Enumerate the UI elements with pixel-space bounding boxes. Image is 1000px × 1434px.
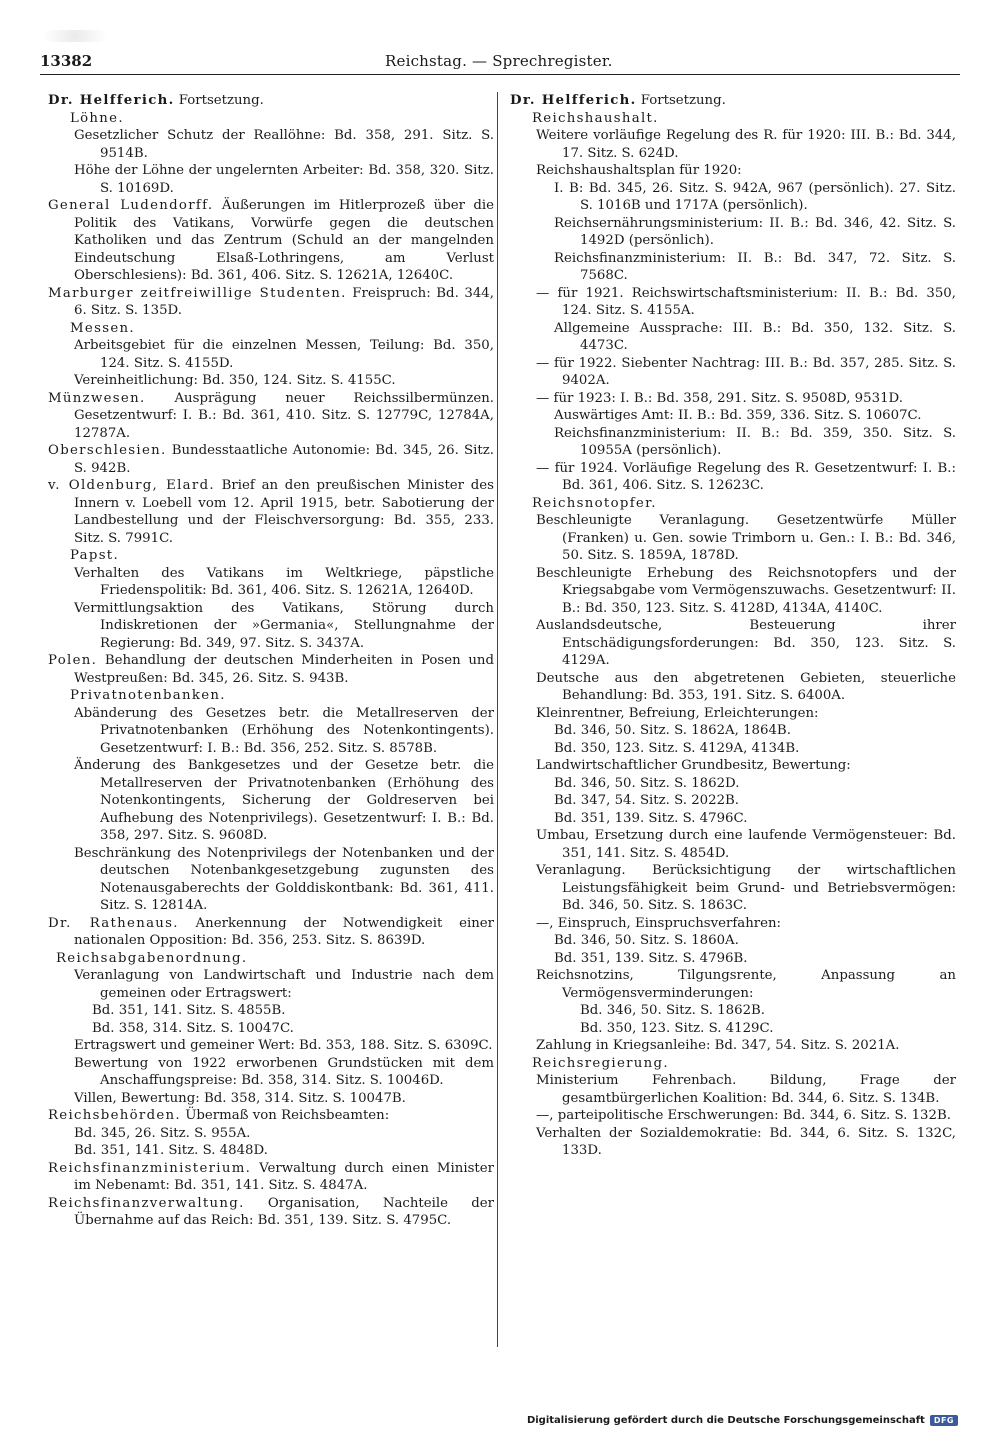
index-entry [48, 1002, 494, 1020]
index-entry [48, 337, 494, 372]
entry-text: Auswärtiges Amt: II. B.: Bd. 359, 336. Sitz. S. 10607C. [554, 408, 922, 423]
entry-keyword: Münzwesen. [48, 390, 146, 406]
index-entry [510, 932, 956, 950]
entry-text: Veranlagung. Berücksichtigung der wirtschaftlichen Leistungsfähigkeit beim Grund- und Betriebsvermögen: Bd. 346, 50. Sitz. S. 1863C. [536, 863, 956, 913]
entry-keyword: Marburger zeitfreiwillige Studenten. [48, 285, 347, 301]
entry-keyword: Privatnotenbanken. [70, 688, 226, 703]
entry-text: Äußerungen im Hitlerprozeß über die Politik des Vatikans, Vorwürfe gegen die deutschen Katholiken und das Zentrum (Schuld an der mangelnden Eindeutschung Elsaß-Lothringens, am Verlust Oberschlesiens): Bd. 361, 406. Sitz. S. 12621A, 12640C. [74, 198, 494, 283]
index-entry [510, 915, 956, 933]
index-entry [48, 547, 494, 565]
index-entry [48, 565, 494, 600]
entry-text: Bd. 351, 139. Sitz. S. 4796B. [554, 950, 748, 966]
entry-keyword: Reichshaushalt. [532, 110, 659, 126]
entry-keyword: v. Oldenburg, Elard. [48, 478, 215, 493]
entry-keyword: Reichsfinanzverwaltung. [48, 1195, 245, 1211]
dfg-logo-icon: DFG [930, 1415, 958, 1426]
index-entry [510, 722, 956, 740]
entry-text: Zahlung in Kriegsanleihe: Bd. 347, 54. Sitz. S. 2021A. [536, 1038, 900, 1053]
index-entry [510, 250, 956, 285]
entry-text: Bd. 346, 50. Sitz. S. 1862D. [554, 775, 740, 791]
index-entry [48, 600, 494, 653]
index-entry [510, 127, 956, 162]
index-entry [510, 407, 956, 425]
page-number: 13382 [40, 52, 93, 70]
entry-text: Ministerium Fehrenbach. Bildung, Frage der gesamtbürgerlichen Koalition: Bd. 344, 6. Sitz. S. 134B. [536, 1073, 956, 1106]
entry-text: Bd. 351, 139. Sitz. S. 4796C. [554, 810, 748, 826]
index-entry [510, 215, 956, 250]
index-entry [48, 950, 494, 968]
entry-text: I. B: Bd. 345, 26. Sitz. S. 942A, 967 (persönlich). 27. Sitz. S. 1016B und 1717A (persönlich). [554, 180, 956, 213]
index-entry [510, 827, 956, 862]
index-entry [48, 110, 494, 128]
entry-text: Reichsnotzins, Tilgungsrente, Anpassung an Vermögensverminderungen: [536, 968, 956, 1001]
entry-text: Ausprägung neuer Reichssilbermünzen. Gesetzentwurf: I. B.: Bd. 361, 410. Sitz. S. 12779C, 12784A, 12787A. [74, 390, 494, 441]
column-divider [497, 92, 498, 1347]
entry-text: Allgemeine Aussprache: III. B.: Bd. 350, 132. Sitz. S. 4473C. [554, 320, 956, 353]
entry-text: Vereinheitlichung: Bd. 350, 124. Sitz. S. 4155C. [74, 373, 396, 388]
entry-text: Beschränkung des Notenprivilegs der Notenbanken und der deutschen Notenbankgesetzgebung zugunsten des Notenausgaberechts der Golddiskontbank: Bd. 361, 411. Sitz. S. 12814A. [74, 845, 494, 913]
index-entry [48, 285, 494, 320]
entry-text: —, Einspruch, Einspruchsverfahren: [536, 915, 782, 931]
entry-text: Bd. 351, 141. Sitz. S. 4848D. [74, 1143, 268, 1158]
index-entry [510, 495, 956, 513]
index-entry [510, 320, 956, 355]
index-entry [510, 460, 956, 495]
index-entry [48, 127, 494, 162]
entry-text: Kleinrentner, Befreiung, Erleichterungen: [536, 705, 819, 721]
entry-text: — für 1921. Reichswirtschaftsministerium: II. B.: Bd. 350, 124. Sitz. S. 4155A. [536, 285, 956, 318]
footer-text: Digitalisierung gefördert durch die Deutsche Forschungsgemeinschaft [526, 1415, 925, 1426]
entry-text: Bewertung von 1922 erworbenen Grundstücken mit dem Anschaffungspreise: Bd. 358, 314. Sitz. S. 10046D. [74, 1055, 494, 1088]
entry-text: Bd. 351, 141. Sitz. S. 4855B. [92, 1003, 286, 1018]
index-entry [48, 1160, 494, 1195]
entry-text: — für 1923: I. B.: Bd. 358, 291. Sitz. S. 9508D, 9531D. [536, 390, 903, 406]
index-entry [48, 652, 494, 687]
entry-keyword: Messen. [70, 320, 135, 336]
entry-text: Übermaß von Reichsbeamten: [185, 1108, 390, 1123]
index-entry [48, 757, 494, 845]
index-entry [48, 687, 494, 705]
index-entry [510, 162, 956, 180]
entry-text: — für 1922. Siebenter Nachtrag: III. B.: Bd. 357, 285. Sitz. S. 9402A. [536, 355, 956, 388]
index-entry [510, 180, 956, 215]
entry-text: Bd. 350, 123. Sitz. S. 4129A, 4134B. [554, 740, 800, 756]
entry-keyword: Papst. [70, 548, 119, 563]
entry-keyword: Oberschlesien. [48, 443, 167, 458]
index-entry [510, 565, 956, 618]
index-entry [510, 1002, 956, 1020]
index-entry [48, 477, 494, 547]
entry-text: Landwirtschaftlicher Grundbesitz, Bewertung: [536, 758, 851, 773]
index-entry [510, 757, 956, 775]
entry-text: Beschleunigte Veranlagung. Gesetzentwürfe Müller (Franken) u. Gen. sowie Trimborn u. Gen.: I. B.: Bd. 346, 50. Sitz. S. 1859A, 1878D. [536, 513, 956, 563]
entry-keyword: Reichsregierung. [532, 1055, 669, 1071]
entry-keyword: Reichsabgabenordnung. [56, 950, 248, 966]
entry-text: Änderung des Bankgesetzes und der Gesetze betr. die Metallreserven der Privatnotenbanken (Erhöhung des Notenkontingents, Sicherung der Goldreserven bei Aufhebung des Notenprivilegs). Gesetzentwurf: I. B.: Bd. 358, 297. Sitz. S. 9608D. [74, 758, 494, 843]
entry-text: Arbeitsgebiet für die einzelnen Messen, Teilung: Bd. 350, 124. Sitz. S. 4155D. [74, 338, 494, 371]
entry-keyword: Reichsnotopfer. [532, 495, 657, 511]
speaker-name: Dr. Helfferich. [510, 93, 637, 108]
entry-keyword: General Ludendorff. [48, 198, 214, 213]
entry-text: Anerkennung der Notwendigkeit einer nationalen Opposition: Bd. 356, 253. Sitz. S. 8639D. [74, 915, 495, 948]
index-entry [48, 1142, 494, 1160]
entry-keyword: Löhne. [70, 110, 124, 126]
index-entry [510, 1125, 956, 1160]
entry-text: Freispruch: Bd. 344, 6. Sitz. S. 135D. [74, 285, 494, 318]
index-entry [48, 1125, 494, 1143]
entry-text: Bd. 350, 123. Sitz. S. 4129C. [580, 1020, 774, 1036]
index-entry [48, 1107, 494, 1125]
entry-text: Verwaltung durch einen Minister im Nebenamt: Bd. 351, 141. Sitz. S. 4847A. [74, 1160, 494, 1193]
entry-text: Veranlagung von Landwirtschaft und Industrie nach dem gemeinen oder Ertragswert: [74, 968, 494, 1001]
index-entry [510, 740, 956, 758]
entry-text: Reichshaushaltsplan für 1920: [536, 163, 742, 178]
index-entry [510, 967, 956, 1002]
entry-keyword: Polen. [48, 653, 98, 668]
continuation-label: Fortsetzung. [640, 93, 726, 108]
right-column [510, 92, 956, 1160]
entry-text: Bd. 346, 50. Sitz. S. 1862A, 1864B. [554, 723, 791, 738]
column-heading [48, 92, 494, 110]
entry-text: Höhe der Löhne der ungelernten Arbeiter: Bd. 358, 320. Sitz. S. 10169D. [74, 163, 494, 196]
entry-text: Reichsernährungsministerium: II. B.: Bd. 346, 42. Sitz. S. 1492D (persönlich). [554, 215, 956, 248]
entry-text: Bd. 358, 314. Sitz. S. 10047C. [92, 1020, 294, 1036]
entry-text: Auslandsdeutsche, Besteuerung ihrer Entschädigungsforderungen: Bd. 350, 123. Sitz. S. 4129A. [536, 618, 956, 668]
entry-text: Deutsche aus den abgetretenen Gebieten, steuerliche Behandlung: Bd. 353, 191. Sitz. S. 6400A. [536, 670, 956, 703]
entry-keyword: Reichsfinanzministerium. [48, 1160, 252, 1176]
entry-text: Bd. 345, 26. Sitz. S. 955A. [74, 1125, 251, 1141]
index-entry [48, 1020, 494, 1038]
entry-text: Reichsfinanzministerium: II. B.: Bd. 359, 350. Sitz. S. 10955A (persönlich). [554, 425, 956, 458]
index-entry [510, 792, 956, 810]
entry-text: Bd. 346, 50. Sitz. S. 1860A. [554, 933, 739, 948]
index-entry [48, 967, 494, 1002]
index-entry [48, 442, 494, 477]
entry-text: Ertragswert und gemeiner Wert: Bd. 353, 188. Sitz. S. 6309C. [74, 1038, 493, 1053]
entry-text: Reichsfinanzministerium: II. B.: Bd. 347, 72. Sitz. S. 7568C. [554, 250, 956, 283]
index-entry [48, 1195, 494, 1230]
entry-text: Bd. 346, 50. Sitz. S. 1862B. [580, 1003, 766, 1018]
index-entry [510, 1020, 956, 1038]
left-column [48, 92, 494, 1230]
index-entry [48, 1090, 494, 1108]
entry-text: Beschleunigte Erhebung des Reichsnotopfers und der Kriegsabgabe vom Vermögenszuwachs. Gesetzentwurf: II. B.: Bd. 350, 123. Sitz. S. 4128D, 4134A, 4140C. [536, 565, 956, 616]
entry-text: Organisation, Nachteile der Übernahme auf das Reich: Bd. 351, 139. Sitz. S. 4795C. [74, 1195, 494, 1228]
footer-credit [527, 1415, 958, 1426]
entry-text: Bd. 347, 54. Sitz. S. 2022B. [554, 793, 740, 808]
entry-text: Villen, Bewertung: Bd. 358, 314. Sitz. S. 10047B. [74, 1090, 406, 1106]
scan-artifact [30, 30, 120, 42]
index-entry [48, 372, 494, 390]
index-entry [48, 1055, 494, 1090]
continuation-label: Fortsetzung. [178, 93, 264, 108]
header-rule [40, 74, 960, 75]
entry-text: Verhalten des Vatikans im Weltkriege, päpstliche Friedenspolitik: Bd. 361, 406. Sitz. S. 12621A, 12640D. [74, 565, 494, 598]
entry-text: Abänderung des Gesetzes betr. die Metallreserven der Privatnotenbanken (Erhöhung des Notenkontingents). Gesetzentwurf: I. B.: Bd. 356, 252. Sitz. S. 8578B. [74, 705, 494, 756]
index-entry [510, 670, 956, 705]
index-entry [48, 320, 494, 338]
index-entry [48, 845, 494, 915]
column-heading [510, 92, 956, 110]
entry-text: Brief an den preußischen Minister des Innern v. Loebell vom 12. April 1915, betr. Sabotierung der Landbestellung und der Fleischversorgung: Bd. 355, 233. Sitz. S. 7991C. [74, 478, 494, 546]
index-entry [48, 1037, 494, 1055]
entry-text: Gesetzlicher Schutz der Reallöhne: Bd. 358, 291. Sitz. S. 9514B. [74, 128, 494, 161]
index-entry [510, 950, 956, 968]
index-entry [510, 285, 956, 320]
entry-text: Bundesstaatliche Autonomie: Bd. 345, 26. Sitz. S. 942B. [74, 443, 494, 476]
index-entry [510, 425, 956, 460]
index-entry [48, 915, 494, 950]
entry-text: Weitere vorläufige Regelung des R. für 1920: III. B.: Bd. 344, 17. Sitz. S. 624D. [536, 128, 956, 161]
index-entry [48, 390, 494, 443]
index-entry [510, 512, 956, 565]
index-entry [510, 775, 956, 793]
entry-text: Verhalten der Sozialdemokratie: Bd. 344, 6. Sitz. S. 132C, 133D. [536, 1125, 956, 1158]
entry-text: — für 1924. Vorläufige Regelung des R. Gesetzentwurf: I. B.: Bd. 361, 406. Sitz. S. 12623C. [536, 460, 956, 493]
entry-text: Umbau, Ersetzung durch eine laufende Vermögensteuer: Bd. 351, 141. Sitz. S. 4854D. [536, 828, 956, 861]
entry-keyword: Dr. Rathenaus. [48, 915, 179, 931]
index-entry [510, 1055, 956, 1073]
index-entry [510, 1072, 956, 1107]
index-entry [48, 705, 494, 758]
speaker-name: Dr. Helfferich. [48, 93, 175, 108]
index-entry [510, 705, 956, 723]
index-entry [48, 162, 494, 197]
index-entry [510, 1107, 956, 1125]
index-entry [510, 355, 956, 390]
index-entry [510, 862, 956, 915]
index-entry [510, 1037, 956, 1055]
index-entry [510, 110, 956, 128]
index-entry [510, 390, 956, 408]
running-header: Reichstag. — Sprechregister. [385, 52, 613, 70]
index-entry [48, 197, 494, 285]
entry-text: —, parteipolitische Erschwerungen: Bd. 344, 6. Sitz. S. 132B. [536, 1108, 951, 1123]
entry-keyword: Reichsbehörden. [48, 1108, 181, 1123]
entry-text: Behandlung der deutschen Minderheiten in Posen und Westpreußen: Bd. 345, 26. Sitz. S. 943B. [74, 653, 494, 686]
index-entry [510, 810, 956, 828]
entry-text: Vermittlungsaktion des Vatikans, Störung durch Indiskretionen der »Germania«, Stellungnahme der Regierung: Bd. 349, 97. Sitz. S. 3437A. [74, 600, 494, 651]
index-entry [510, 617, 956, 670]
